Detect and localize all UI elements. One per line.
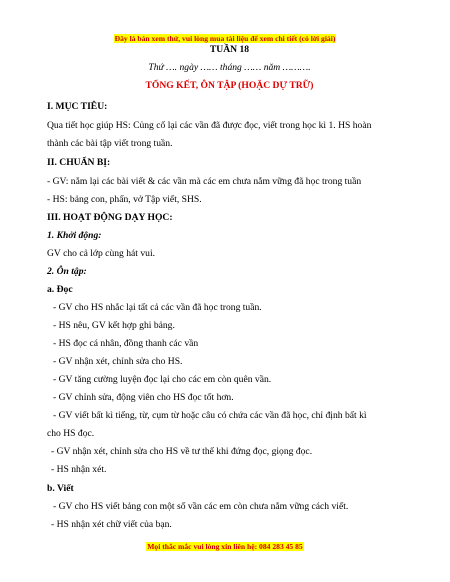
list-item: - GV cho HS viết bảng con một số vần các em còn chưa nắm vững cách viết. [53,501,349,512]
prep-hs: - HS: bảng con, phấn, vở Tập viết, SHS. [47,194,202,205]
date-line: Thứ …. ngày …… tháng …… năm ………. [148,62,311,73]
objectives-text: thành các bài tập viết trong tuần. [47,138,173,149]
objectives-heading: I. MỤC TIÊU: [47,101,108,112]
reading-heading: a. Đọc [47,284,73,295]
objectives-text: Qua tiết học giúp HS: Củng cố lại các vần đã được đọc, viết trong học kì 1. HS hoàn [47,120,372,131]
list-item: - GV cho HS nhắc lại tất cả các vần đã học trong tuần. [53,302,262,313]
list-item: - GV nhận xét, chỉnh sửa cho HS. [53,356,183,367]
warmup-heading: 1. Khởi động: [47,230,102,241]
list-item: - GV tăng cường luyện đọc lại cho các em còn quên vần. [53,374,272,385]
lesson-title: TỔNG KẾT, ÔN TẬP (HOẶC DỰ TRỮ) [145,80,314,91]
list-item: - HS nhận xét. [51,464,107,475]
list-item: cho HS đọc. [47,428,95,439]
preview-banner-text: Đây là bản xem thử, vui lòng mua tài liệu để xem chi tiết (có lời giải) [114,34,336,43]
activities-heading: III. HOẠT ĐỘNG DẠY HỌC: [47,212,173,223]
week-title: TUẦN 18 [209,44,250,55]
prep-heading: II. CHUẨN BỊ: [47,157,111,168]
list-item: - HS nhận xét chữ viết của bạn. [51,519,172,530]
contact-banner [0,536,450,554]
list-item: - GV nhận xét, chỉnh sửa cho HS về tư thế khi đứng đọc, giọng đọc. [51,446,313,457]
list-item: - HS nêu, GV kết hợp ghi bảng. [53,320,175,331]
review-heading: 2. Ôn tập: [47,266,87,277]
list-item: - GV viết bất kì tiếng, từ, cụm từ hoặc câu có chứa các vần đã học, chỉ định bất kì [53,410,367,421]
warmup-text: GV cho cả lớp cùng hát vui. [47,248,156,259]
list-item: - GV chỉnh sửa, động viên cho HS đọc tốt hơn. [53,392,234,403]
writing-heading: b. Viết [47,483,74,494]
list-item: - HS đọc cá nhân, đồng thanh các vần [53,338,199,349]
contact-banner-text: Mọi thắc mắc vui lòng xin liên hệ: 084 283 45 85 [147,542,303,551]
prep-gv: - GV: nắm lại các bài viết & các vần mà các em chưa nắm vững đã học trong tuần [47,176,362,187]
